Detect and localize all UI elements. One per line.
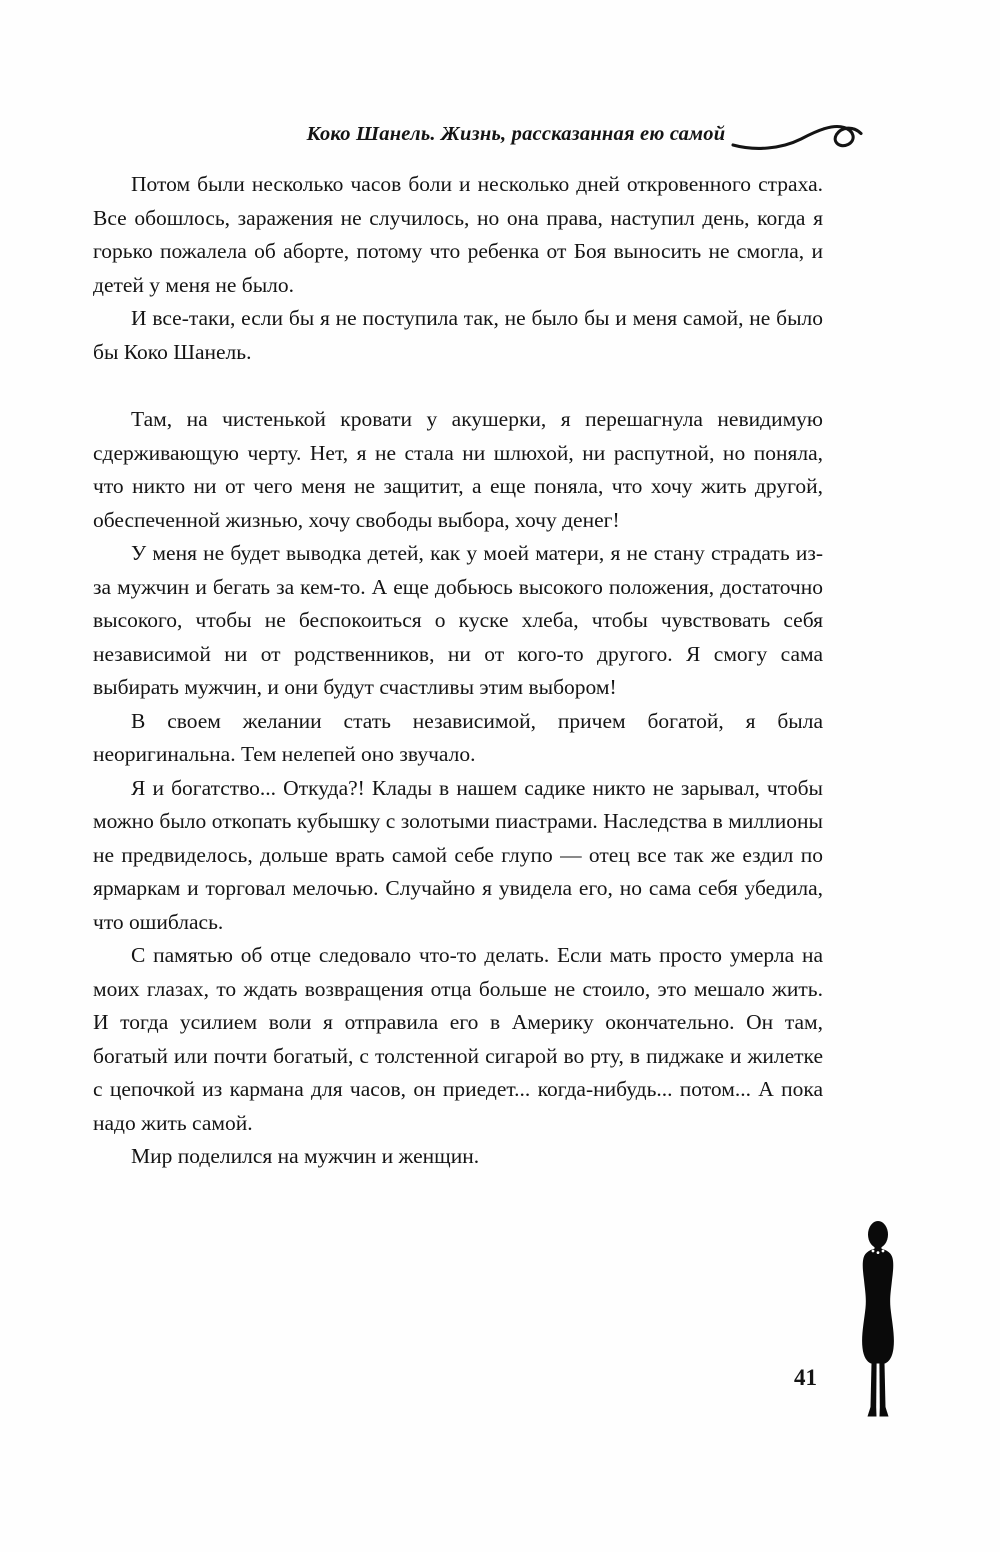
paragraph: Мир поделился на мужчин и женщин. bbox=[131, 1144, 480, 1168]
page-body bbox=[93, 168, 823, 1174]
calligraphic-swash-icon bbox=[731, 118, 863, 156]
running-head bbox=[0, 112, 1000, 156]
page-number: 41 bbox=[794, 1365, 817, 1390]
paragraph: Там, на чистенькой кровати у акушерки, я перешагнула невидимую сдерживающую черту. Нет, я не стала ни шлюхой, ни распутной, но поняла, что никто ни от чего меня не защитит, а еще поняла, что хочу жить другой, обеспеченной жизнью, хочу свободы выбора, хочу денег! bbox=[93, 407, 823, 532]
paragraph: Потом были несколько часов боли и несколько дней откровенного страха. Все обошлось, заражения не случилось, но она права, наступил день, когда я горько пожалела об аборте, потому что ребенка от Боя выносить не смогла, и детей у меня не было. bbox=[93, 172, 823, 297]
paragraph: И все-таки, если бы я не поступила так, не было бы и меня самой, не было бы Коко Шанель. bbox=[93, 306, 823, 364]
paragraph: С памятью об отце следовало что-то делать. Если мать просто умерла на моих глазах, то ждать возвращения отца больше не стоило, это мешало жить. И тогда усилием воли я отправила его в Америку окончательно. Он там, богатый или почти богатый, с толстенной сигарой во рту, в пиджаке и жилетке с цепочкой из кармана для часов, он приедет... когда-нибудь... потом... А пока надо жить самой. bbox=[93, 943, 823, 1135]
paragraph: Я и богатство... Откуда?! Клады в нашем садике никто не зарывал, чтобы можно было откопать кубышку с золотыми пиастрами. Наследства в миллионы не предвиделось, дольше врать самой себе глупо — отец все так же ездил по ярмаркам и торговал мелочью. Случайно я увидела его, но сама себя убедила, что ошиблась. bbox=[93, 775, 823, 934]
section-break bbox=[93, 369, 823, 403]
running-head-title: Коко Шанель. Жизнь, рассказанная ею самой bbox=[306, 122, 726, 145]
paragraph: У меня не будет выводка детей, как у моей матери, я не стану страдать из-за мужчин и бегать за кем-то. А еще добьюсь высокого положения, достаточно высокого, чтобы не беспокоиться о куске хлеба, чтобы чувствовать себя независимой ни от родственников, ни от кого-то другого. Я смогу сама выбирать мужчин, и они будут счастливы этим выбором! bbox=[93, 541, 823, 699]
woman-silhouette-icon bbox=[850, 1220, 906, 1422]
paragraph: В своем желании стать независимой, причем богатой, я была неоригинальна. Тем нелепей оно звучало. bbox=[93, 708, 823, 766]
